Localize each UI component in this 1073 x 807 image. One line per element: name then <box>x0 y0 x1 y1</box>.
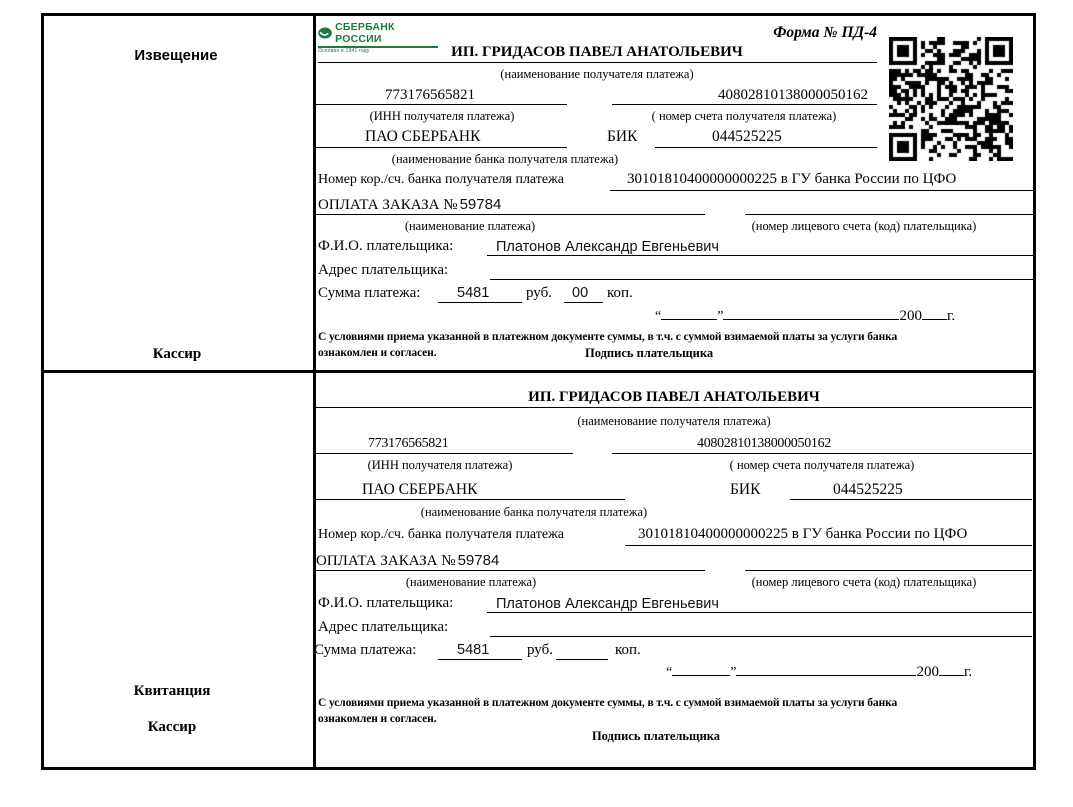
year2-suffix: г. <box>963 664 973 680</box>
payer-fio-label: Ф.И.О. плательщика: <box>318 238 454 254</box>
amount-kop-value: 00 <box>572 285 589 301</box>
account2-value: 40802810138000050162 <box>697 436 832 451</box>
fio2-underline <box>487 612 1032 613</box>
amount2-rub-value: 5481 <box>457 642 490 658</box>
open-quote2: “ <box>666 665 673 680</box>
kop2-label: коп. <box>615 642 641 658</box>
date-line <box>655 305 955 325</box>
rub-label: руб. <box>526 285 552 301</box>
payer-account-caption: (номер лицевого счета (код) плательщика) <box>751 219 977 233</box>
amount2-rub-underline <box>438 659 522 660</box>
bik2-underline <box>790 499 1032 500</box>
bank2-caption: (наименование банка получателя платежа) <box>420 505 648 519</box>
payee-name2-caption: (наименование получателя платежа) <box>577 414 771 428</box>
payment2-purpose-label: ОПЛАТА ЗАКАЗА № <box>316 553 456 569</box>
stub-notice-label: Извещение <box>134 47 218 64</box>
payee-name-caption: (наименование получателя платежа) <box>500 67 694 81</box>
amount-kop-underline <box>564 302 603 303</box>
agreement-text-line2: ознакомлен и согласен. <box>318 347 437 359</box>
date2-month-blank <box>736 661 916 676</box>
payment2-purpose <box>316 552 499 570</box>
amount-rub-underline <box>438 302 522 303</box>
order2-number-value: 59784 <box>457 552 500 569</box>
account-underline <box>612 104 877 105</box>
payment2-name-caption: (наименование платежа) <box>405 575 537 589</box>
inn2-caption: (ИНН получателя платежа) <box>367 458 513 472</box>
year2-blank <box>939 661 964 676</box>
sberbank-logo-tagline: Основан в 1841 году <box>318 48 370 54</box>
payer-address-label: Адрес плательщика: <box>318 262 449 278</box>
stub-receipt-label: Квитанция <box>133 683 211 699</box>
bank2-name-value: ПАО СБЕРБАНК <box>362 481 478 498</box>
rub2-label: руб. <box>527 642 553 658</box>
bik-underline <box>655 147 877 148</box>
payer2-fio-label: Ф.И.О. плательщика: <box>318 595 454 611</box>
payee-name2-underline <box>316 407 1032 408</box>
order-number-value: 59784 <box>459 196 502 213</box>
bik-value: 044525225 <box>712 128 782 145</box>
sum-label: Сумма платежа: <box>318 285 421 301</box>
payer2-address-label: Адрес плательщика: <box>318 619 449 635</box>
payee-name2: ИП. ГРИДАСОВ ПАВЕЛ АНАТОЛЬЕВИЧ <box>528 389 820 405</box>
payer2-signature-label: Подпись плательщика <box>591 729 721 743</box>
account-value: 40802810138000050162 <box>718 87 868 103</box>
bank-name-value: ПАО СБЕРБАНК <box>365 128 481 145</box>
payee-name: ИП. ГРИДАСОВ ПАВЕЛ АНАТОЛЬЕВИЧ <box>451 44 743 60</box>
bik2-label: БИК <box>730 481 761 498</box>
corr2-account-value: 30101810400000000225 в ГУ банка России по ЦФО <box>638 526 968 542</box>
bank-caption: (наименование банка получателя платежа) <box>391 152 619 166</box>
inn-caption: (ИНН получателя платежа) <box>369 109 515 123</box>
bik2-value: 044525225 <box>833 481 903 498</box>
agreement-text-line1: С условиями приема указанной в платежном документе суммы, в т.ч. с суммой взимаемой платы за услуги банка <box>318 331 898 343</box>
open-quote: “ <box>655 309 662 324</box>
corr-underline <box>610 190 1035 191</box>
bank2-underline <box>316 499 625 500</box>
bik-label: БИК <box>607 128 638 145</box>
kop-label: коп. <box>607 285 633 301</box>
sberbank-logo-text: СБЕРБАНК РОССИИ <box>335 21 395 45</box>
fio-underline <box>487 255 1035 256</box>
corr-account-value: 30101810400000000225 в ГУ банка России по ЦФО <box>627 171 957 187</box>
year-prefix: 200 <box>899 308 922 324</box>
address-underline <box>490 279 1035 280</box>
corr-account-label: Номер кор./сч. банка получателя платежа <box>318 172 564 187</box>
year2-prefix: 200 <box>916 664 939 680</box>
account2-caption: ( номер счета получателя платежа) <box>729 458 915 472</box>
agreement2-text-line1: С условиями приема указанной в платежном документе суммы, в т.ч. с суммой взимаемой платы за услуги банка <box>318 697 898 709</box>
stub-cashier-label: Кассир <box>152 346 202 362</box>
bank-underline <box>316 147 567 148</box>
date-day-blank <box>661 305 717 320</box>
payer-code-underline <box>745 214 1035 215</box>
sum2-label: Сумма платежа: <box>314 642 417 658</box>
amount-rub-value: 5481 <box>457 285 490 301</box>
corr2-underline <box>625 545 1032 546</box>
amount2-kop-underline <box>556 659 608 660</box>
inn-underline <box>316 104 567 105</box>
payer-signature-label: Подпись плательщика <box>585 346 714 360</box>
payment-qr-code <box>889 37 1013 161</box>
close-quote: ” <box>717 309 724 324</box>
payment-purpose-label: ОПЛАТА ЗАКАЗА № <box>318 197 458 213</box>
inn2-underline <box>316 453 573 454</box>
date2-day-blank <box>672 661 730 676</box>
stub-cashier2-label: Кассир <box>147 719 197 735</box>
address2-underline <box>490 636 1032 637</box>
year-blank <box>922 305 947 320</box>
payer2-account-caption: (номер лицевого счета (код) плательщика) <box>751 575 977 589</box>
close-quote2: ” <box>730 665 737 680</box>
purpose2-underline <box>316 570 705 571</box>
inn-value: 773176565821 <box>385 87 475 103</box>
form-number-title: Форма № ПД-4 <box>773 24 877 41</box>
agreement2-text-line2: ознакомлен и согласен. <box>318 713 437 725</box>
inn2-value: 773176565821 <box>368 436 449 451</box>
payer-fio-value: Платонов Александр Евгеньевич <box>496 239 719 255</box>
year-suffix: г. <box>946 308 956 324</box>
payer2-code-underline <box>745 570 1032 571</box>
payee-name-underline <box>318 62 877 63</box>
sberbank-logo <box>318 21 438 54</box>
section-divider-line <box>41 370 1036 373</box>
date2-line <box>666 661 972 681</box>
corr2-account-label: Номер кор./сч. банка получателя платежа <box>318 527 564 542</box>
purpose-underline <box>316 214 705 215</box>
payer2-fio-value: Платонов Александр Евгеньевич <box>496 596 719 612</box>
payment-name-caption: (наименование платежа) <box>404 219 536 233</box>
payment-purpose <box>318 196 501 214</box>
sberbank-logo-icon <box>318 27 332 39</box>
date-month-blank <box>723 305 899 320</box>
account2-underline <box>612 453 1032 454</box>
account-caption: ( номер счета получателя платежа) <box>651 109 837 123</box>
